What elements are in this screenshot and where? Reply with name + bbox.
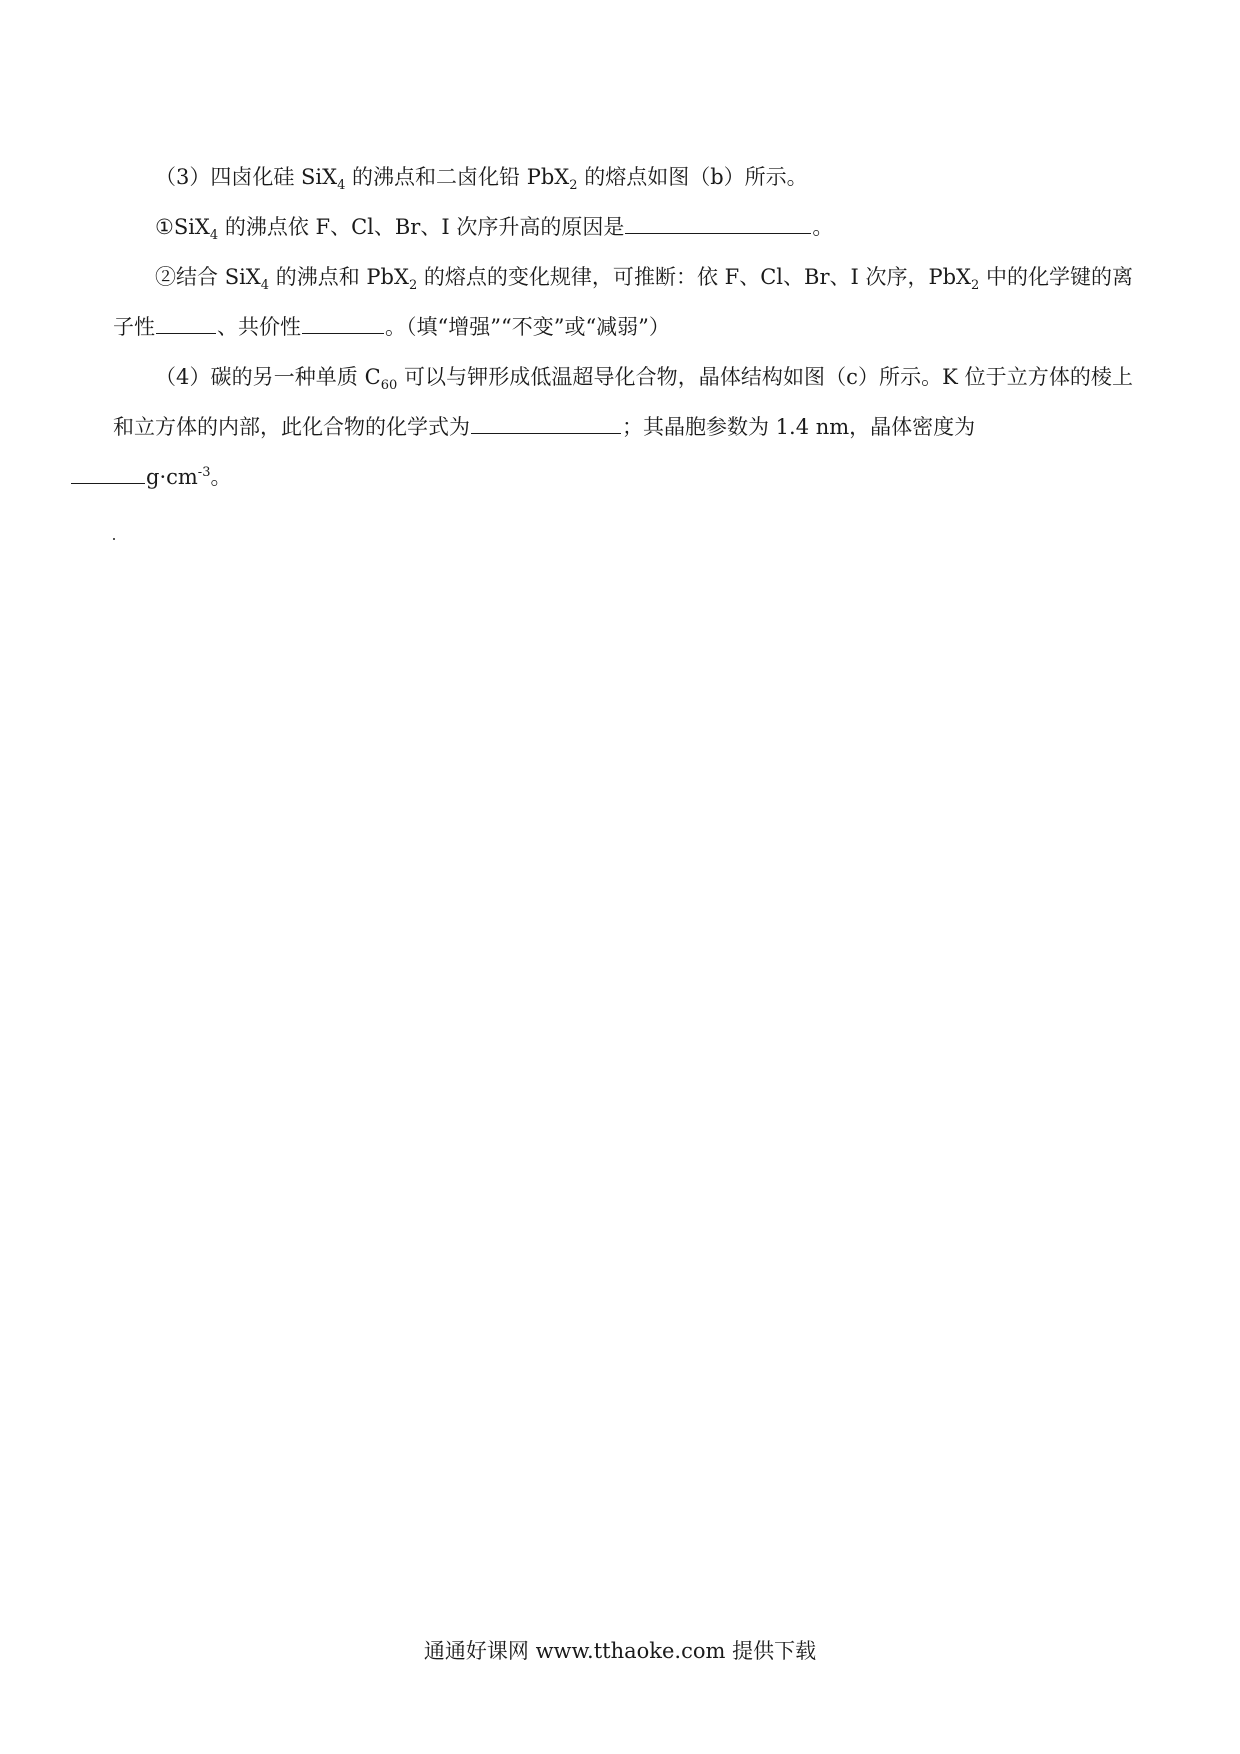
answer-blank-3[interactable] [302,311,384,334]
subscript: 2 [569,178,578,194]
text-run: （4）碳的另一种单质 C [155,365,381,389]
text-run: 的沸点和 PbX [269,265,409,289]
question-3-item-1 [113,202,1133,252]
subscript: 2 [408,278,418,294]
text-run: ②结合 SiX [155,265,261,289]
text-run: 。 [812,215,834,239]
page-footer: 通通好课网 www.tthaoke.com 提供下载 [423,1639,817,1663]
subscript: 4 [337,178,346,194]
text-run: 。 [210,465,232,489]
question-3-intro [113,152,1133,202]
text-run: 的沸点依 F、Cl、Br、I 次序升高的原因是 [218,215,625,239]
text-run: 、共价性 [217,315,301,339]
subscript: 60 [380,378,398,394]
answer-blank-5[interactable] [71,461,145,484]
text-run: ①SiX [155,215,210,239]
text-run: 可以与钾形成低温超导化合物，晶体结构如图（c）所示。K 位于立方体的棱上和立方体的内部，此化合物的化学式为 [113,365,1133,439]
text-run: 的沸点和二卤化铅 PbX [345,165,570,189]
text-run: 中的化学键的离子性 [113,265,1133,339]
subscript: 4 [260,278,270,294]
subscript: 2 [971,278,980,294]
document-body [113,152,1133,502]
text-run: g·cm [146,465,198,489]
text-run: ；其晶胞参数为 1.4 nm，晶体密度为 [622,415,976,439]
text-run: 的熔点如图（b）所示。 [577,165,808,189]
answer-blank-1[interactable] [625,211,811,234]
text-run: 的熔点的变化规律，可推断：依 F、Cl、Br、I 次序，PbX [417,265,971,289]
question-3-item-2 [113,252,1133,352]
question-4 [113,352,1133,502]
text-run: （3）四卤化硅 SiX [155,165,338,189]
text-run: 。（填“增强”“不变”或“减弱”） [385,315,670,339]
superscript: -3 [197,465,211,480]
answer-blank-4[interactable] [471,411,621,434]
subscript: 4 [209,228,219,244]
answer-blank-2[interactable] [156,311,216,334]
stray-dot [113,538,115,540]
